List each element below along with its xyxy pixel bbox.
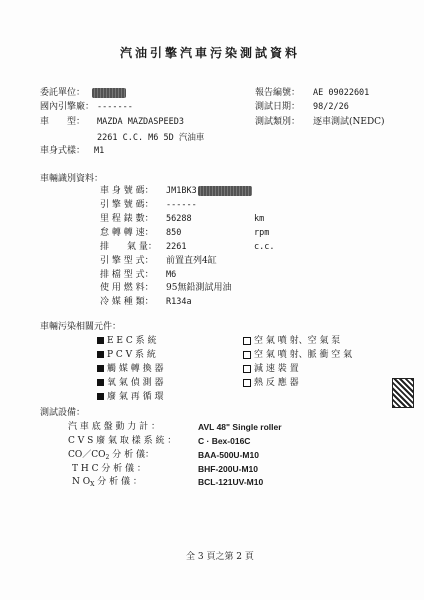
redacted-client-name [92,88,126,98]
test-date-value: 98/2/26 [313,102,349,112]
report-no-label: 報告編號： [255,88,301,98]
label-part: 分 析 儀： [109,450,154,460]
body-type-label: 車身式樣： [40,146,86,156]
vid-row-value: JM1BK3 [166,186,197,196]
vid-row-value: 95無鉛測試用油 [166,283,232,293]
vid-row-label: 排 氣 量： [100,242,157,252]
vid-row-value: ------ [166,200,197,210]
component-checkbox-egr [97,392,163,403]
page-footer: 全 3 頁之第 2 頁 [186,552,254,562]
vid-row-value: 850 [166,228,182,238]
component-checkbox-pulse-air [243,350,352,361]
vehicle-spec: 2261 C.C. M6 5D 汽油車 [97,133,205,143]
equipment-label-nox [72,477,142,490]
checked-box-icon [97,365,104,372]
checked-box-icon [97,337,104,344]
margin-stamp [392,378,414,408]
test-date-label: 測試日期： [255,102,301,112]
component-checkbox-catalyst [97,364,163,375]
engine-mfr-value: ------- [97,102,133,112]
redacted-vin [198,186,252,196]
component-checkbox-air-pump [243,336,340,347]
checked-box-icon [97,393,104,400]
component-label: 減 速 裝 置 [254,364,299,374]
component-checkbox-thermal-reactor [243,378,299,389]
vid-row-value: 2261 [166,242,187,252]
unchecked-box-icon [243,337,251,345]
component-label: 觸 媒 轉 換 器 [107,364,164,374]
component-label: 熱 反 應 器 [254,378,299,388]
component-label: P C V 系 統 [107,350,156,360]
equipment-value: C · Bex-016C [198,436,251,446]
equipment-value: AVL 48" Single roller [198,422,282,432]
vid-row-label: 冷 媒 種 類： [100,297,154,307]
vid-row-value: 前置直列4缸 [166,256,217,266]
equipment-label: 汽 車 底 盤 動 力 計 ： [68,422,161,432]
vid-row-unit: c.c. [254,242,275,252]
equipment-label: T H C 分 析 儀 ： [72,464,146,474]
label-part: CO／CO [68,450,106,460]
equipment-label-co [68,450,154,463]
vid-row-label: 使 用 燃 料： [100,283,154,293]
page-title: 汽油引擎汽車污染測試資料 [120,46,301,60]
vehicle-id-section-label: 車輛識別資料： [40,174,104,184]
label-subscript: X [90,481,95,488]
component-label: 廢 氣 再 循 環 [107,392,164,402]
vid-row-label: 里 程 錶 數： [100,214,154,224]
vehicle-model: MAZDA MAZDASPEED3 [97,117,184,127]
test-category-value: 逐車測試(NEDC) [313,117,385,127]
test-category-label: 測試類別： [255,117,301,127]
vid-row-value: R134a [166,297,192,307]
equipment-section-label: 測試設備： [40,408,86,418]
vid-row-label: 引 擎 型 式： [100,256,154,266]
vid-row-unit: rpm [254,228,270,238]
report-no-value: AE 09022601 [313,88,370,98]
unchecked-box-icon [243,379,251,387]
component-label: 空 氣 噴 射、脈 衝 空 氣 [254,350,353,360]
component-checkbox-o2-sensor [97,378,163,389]
component-checkbox-decel [243,364,299,375]
pollution-parts-section-label: 車輛污染相關元件： [40,322,122,332]
vid-row-label: 怠 轉 轉 速： [100,228,154,238]
component-label: 氧 氣 偵 測 器 [107,378,164,388]
engine-mfr-label: 國內引擎廠： [40,102,95,112]
label-subscript: 2 [105,454,110,461]
client-label: 委託單位： [40,88,86,98]
unchecked-box-icon [243,351,251,359]
body-type-value: M1 [94,146,105,156]
equipment-label: C V S 廢 氣 取 樣 系 統 ： [68,436,177,446]
equipment-value: BCL-121UV-M10 [198,477,264,487]
label-part: 分 析 儀 ： [94,477,142,487]
vid-row-label: 車 身 號 碼： [100,186,154,196]
checked-box-icon [97,351,104,358]
unchecked-box-icon [243,365,251,373]
component-checkbox-eec [97,336,156,347]
component-checkbox-pcv [97,350,156,361]
vid-row-label: 排 檔 型 式： [100,270,154,280]
vid-row-value: M6 [166,270,177,280]
label-part: N O [72,477,91,487]
equipment-value: BAA-500U-M10 [198,450,259,460]
equipment-value: BHF-200U-M10 [198,464,258,474]
vid-row-value: 56288 [166,214,192,224]
vehicle-label: 車 型： [40,117,86,127]
vid-row-label: 引 擎 號 碼： [100,200,154,210]
component-label: 空 氣 噴 射、空 氣 泵 [254,336,341,346]
checked-box-icon [97,379,104,386]
vid-row-unit: km [254,214,265,224]
component-label: E E C 系 統 [107,336,157,346]
